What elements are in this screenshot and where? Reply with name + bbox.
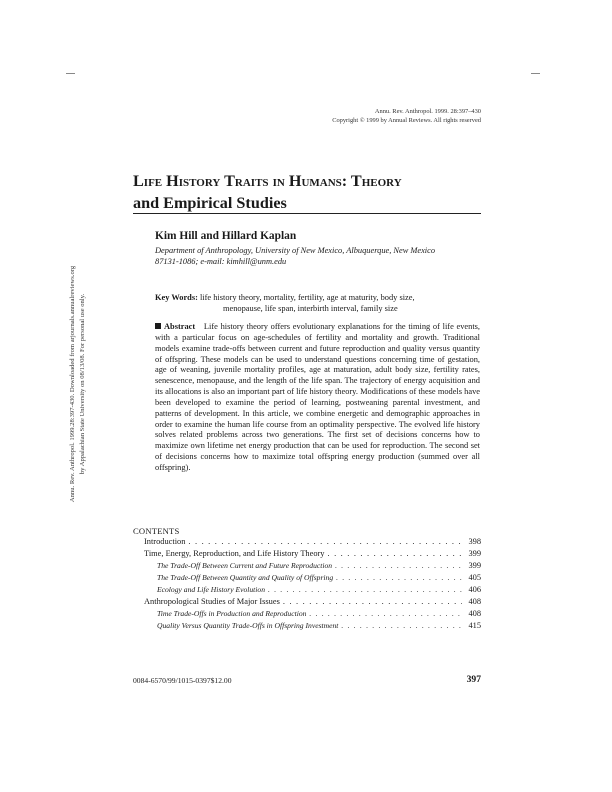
toc-entry-title: Quality Versus Quantity Trade-Offs in Offspring Investment bbox=[157, 621, 339, 630]
crop-mark-right bbox=[531, 73, 540, 74]
journal-citation: Annu. Rev. Anthropol. 1999. 28:397–430 bbox=[374, 108, 481, 115]
toc-leader bbox=[283, 597, 462, 606]
title-line-2: and Empirical Studies bbox=[133, 194, 287, 212]
toc-entry-title: The Trade-Off Between Quantity and Quality of Offspring bbox=[157, 573, 334, 582]
affiliation-line-1: Department of Anthropology, University of New Mexico, Albuquerque, New Mexico bbox=[155, 246, 436, 255]
affiliation-line-2: 87131-1086; e-mail: kimhill@unm.edu bbox=[155, 257, 287, 266]
toc-entry-title: The Trade-Off Between Current and Future Reproduction bbox=[157, 561, 333, 570]
affiliation bbox=[155, 245, 475, 267]
toc-entry-title: Anthropological Studies of Major Issues bbox=[144, 597, 280, 606]
toc-leader bbox=[268, 585, 462, 594]
toc-entry[interactable] bbox=[133, 549, 481, 561]
keywords bbox=[155, 292, 480, 314]
toc-entry-page: 399 bbox=[468, 561, 481, 570]
toc-entry-title: Time, Energy, Reproduction, and Life History Theory bbox=[144, 549, 325, 558]
toc-leader bbox=[341, 621, 462, 630]
toc-entry-title: Time Trade-Offs in Production and Reproduction bbox=[157, 609, 307, 618]
table-of-contents bbox=[133, 537, 481, 633]
toc-entry-page: 405 bbox=[468, 573, 481, 582]
toc-entry-page: 398 bbox=[468, 537, 481, 546]
article-title bbox=[133, 170, 483, 214]
abstract-square-icon bbox=[155, 323, 161, 329]
title-rule bbox=[133, 213, 481, 214]
title-line-1-text: Life History Traits in Humans: Theory bbox=[133, 172, 402, 190]
toc-entry[interactable] bbox=[133, 585, 481, 597]
toc-entry[interactable] bbox=[133, 621, 481, 633]
contents-heading: CONTENTS bbox=[133, 526, 180, 536]
footer-code: 0084-6570/99/1015-0397$12.00 bbox=[133, 676, 232, 685]
keywords-line-2: menopause, life span, interbirth interval, family size bbox=[223, 304, 398, 313]
toc-entry-page: 399 bbox=[468, 549, 481, 558]
abstract-label: Abstract bbox=[164, 322, 196, 331]
crop-mark-left bbox=[66, 73, 75, 74]
toc-leader bbox=[336, 573, 462, 582]
download-side-note bbox=[68, 234, 88, 534]
toc-leader bbox=[335, 561, 462, 570]
abstract bbox=[155, 322, 480, 474]
toc-leader bbox=[188, 537, 462, 546]
toc-entry[interactable] bbox=[133, 609, 481, 621]
toc-entry-page: 408 bbox=[468, 597, 481, 606]
toc-entry-title: Introduction bbox=[144, 537, 186, 546]
toc-leader bbox=[328, 549, 463, 558]
page-number: 397 bbox=[466, 674, 481, 685]
title-line-1 bbox=[133, 170, 483, 192]
toc-entry[interactable] bbox=[133, 597, 481, 609]
side-note-line-2: by Appalachian State University on 08/13/08. For personal use only. bbox=[79, 293, 86, 475]
keywords-label: Key Words: bbox=[155, 293, 198, 302]
journal-header bbox=[332, 107, 481, 125]
side-note-line-1: Annu. Rev. Anthropol. 1999.28:397-430. Downloaded from arjournals.annualreviews.org bbox=[69, 265, 76, 503]
authors: Kim Hill and Hillard Kaplan bbox=[155, 230, 297, 242]
toc-entry[interactable] bbox=[133, 537, 481, 549]
toc-entry-page: 406 bbox=[468, 585, 481, 594]
abstract-text: Life history theory offers evolutionary explanations for the timing of life events, with a particular focus on age-schedules of fertility and mortality and growth. Traditional models examine trade-offs between current and future reproduction and quality versus quantity of offspring. These models can be used to understand questions concerning time of gestation, age of weaning, juvenile mortality profiles, age at maturation, adult body size, fertility rates, senescence, menopause, and the length of the life span. The trajectory of energy acquisition and its allocations is also an important part of life history theory. Modifications of these models have been developed to examine the period of learning, postweaning parental investment, and patterns of development. In this article, we combine energetic and demographic approaches in order to examine the human life course from an optimality perspective. The evolved life history solves related problems across two generations. The first set of decisions concerns how to maximize own lifetime net energy production that can be used for reproduction. The second set of decisions concerns how to maximize total offspring energy production (summed over all offspring). bbox=[155, 322, 481, 472]
copyright-line: Copyright © 1999 by Annual Reviews. All rights reserved bbox=[332, 117, 481, 124]
toc-entry-page: 415 bbox=[468, 621, 481, 630]
toc-leader bbox=[309, 609, 462, 618]
toc-entry[interactable] bbox=[133, 573, 481, 585]
toc-entry-page: 408 bbox=[468, 609, 481, 618]
toc-entry[interactable] bbox=[133, 561, 481, 573]
toc-entry-title: Ecology and Life History Evolution bbox=[157, 585, 265, 594]
keywords-line-1: life history theory, mortality, fertility, age at maturity, body size, bbox=[199, 293, 415, 302]
